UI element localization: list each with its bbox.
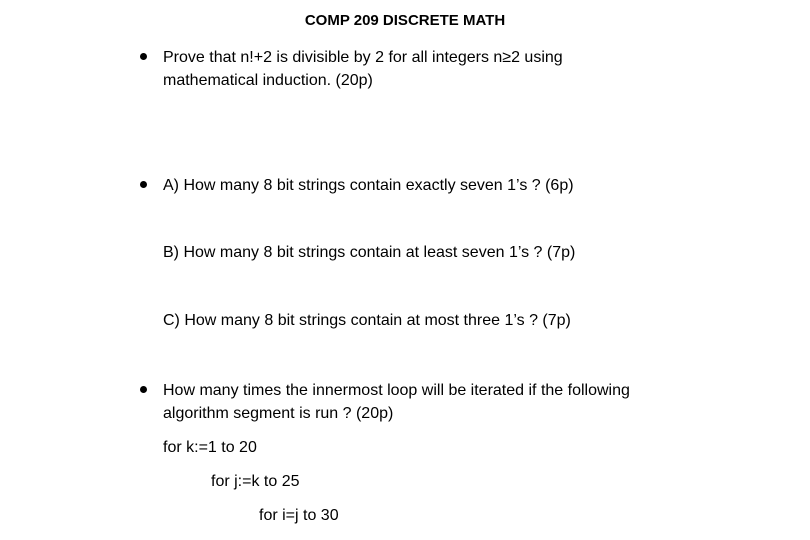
bullet-q3 xyxy=(140,386,147,393)
q2-part-b: B) How many 8 bit strings contain at least seven 1’s ? (7p) xyxy=(163,244,576,261)
bullet-q2 xyxy=(140,181,147,188)
q2-part-c: C) How many 8 bit strings contain at most three 1’s ? (7p) xyxy=(163,312,571,329)
q1-line2: mathematical induction. (20p) xyxy=(163,72,373,89)
q2-part-a: A) How many 8 bit strings contain exactly seven 1’s ? (6p) xyxy=(163,177,574,194)
document-title: COMP 209 DISCRETE MATH xyxy=(304,12,506,29)
q3-line2: algorithm segment is run ? (20p) xyxy=(163,405,394,422)
bullet-q1 xyxy=(140,53,147,60)
code-loop-j: for j:=k to 25 xyxy=(211,473,300,490)
code-loop-i: for i=j to 30 xyxy=(259,507,339,524)
code-loop-k: for k:=1 to 20 xyxy=(163,439,257,456)
q1-line1: Prove that n!+2 is divisible by 2 for all integers n≥2 using xyxy=(163,49,563,66)
q3-line1: How many times the innermost loop will be iterated if the following xyxy=(163,382,630,399)
